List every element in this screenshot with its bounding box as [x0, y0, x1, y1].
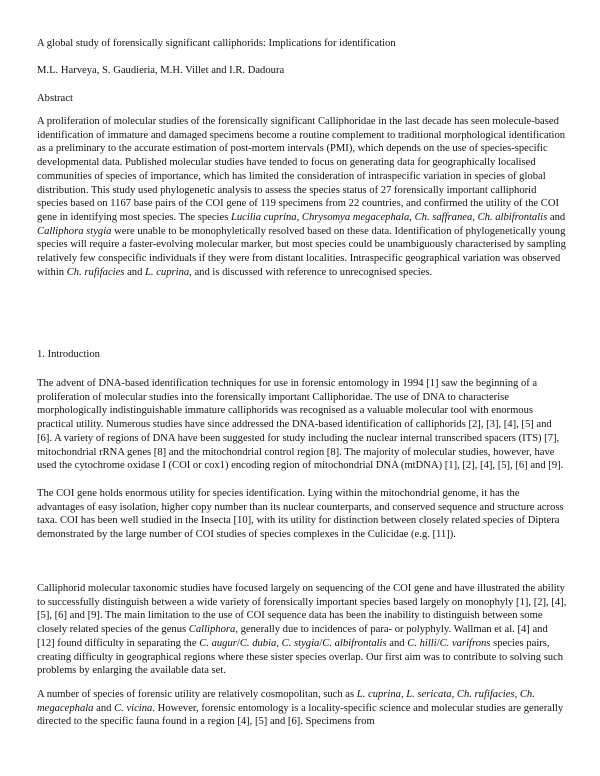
body-paragraph: The advent of DNA-based identification techniques for use in forensic entomology in 1994 [1] saw the beginning of a proliferation of molecular studies into the forensically important Calliphoridae. The use of DNA to characterise morphologically indistinguishable immature calliphorids was recognised as a valuable molecular tool with enormous practical utility. Numerous studies have since addressed the DNA-based identification of calliphorids [2], [3], [4], [5] and [6]. A variety of regions of DNA have been suggested for study including the nuclear internal transcribed spacers (ITS) [7], mitochondrial rRNA genes [8] and the mitochondrial control region [8]. The majority of molecular studies, however, have used the cytochrome oxidase I (COI or cox1) encoding region of mitochondrial DNA (mtDNA) [1], [2], [4], [5], [6] and [9].: [37, 378, 564, 472]
species-name: C. stygia: [281, 637, 320, 649]
species-name: Ch. saffranea: [414, 211, 473, 223]
species-name: Ch. rufifacies: [66, 266, 125, 278]
author-list: M.L. Harveya, S. Gaudieria, M.H. Villet and I.R. Dadoura: [37, 65, 285, 76]
body-paragraph: A number of species of forensic utility are relatively cosmopolitan, such as L. cuprina, L. sericata, Ch. rufifacies, Ch. megacephala and C. vicina. However, forensic entomology is a locality-specific science and molecular studies are generally directed to the specific fauna found in a region [4], [5] and [6]. Specimens from: [37, 689, 564, 728]
species-name: Calliphora: [188, 624, 236, 636]
species-name: Chrysomya megacephala: [301, 211, 410, 223]
body-paragraph: The COI gene holds enormous utility for species identification. Lying within the mitochondrial genome, it has the advantages of easy isolation, higher copy number than its nuclear counterparts, and conserved sequence and structure across taxa. COI has been well studied in the Insecta [10], with its utility for distinction between closely related species of Diptera demonstrated by the large number of COI studies of species complexes in the Culicidae (e.g. [11]).: [37, 488, 564, 541]
species-name: C. vicina: [114, 702, 153, 714]
paper-title: A global study of forensically significant calliphorids: Implications for identification: [37, 38, 396, 49]
species-name: C. augur: [199, 637, 237, 649]
species-name: Ch. rufifacies: [456, 689, 515, 700]
species-name: C. hilli: [407, 637, 437, 649]
species-name: C. dubia: [239, 637, 277, 649]
species-name: L. cuprina: [356, 689, 401, 700]
species-name: L. cuprina: [145, 266, 190, 278]
species-name: L. sericata: [406, 689, 452, 700]
section-heading-introduction: 1. Introduction: [37, 349, 100, 360]
species-name: C. varifrons: [439, 637, 491, 649]
abstract-paragraph: A proliferation of molecular studies of the forensically significant Calliphoridae in the last decade has seen molecule-based identification of immature and damaged specimens become a routine complement to traditional morphological identification as a preliminary to the accurate estimation of post-mortem intervals (PMI), which depends on the use of species-specific developmental data. Published molecular studies have tended to focus on generating data for geographically localised communities of species of importance, which has limited the consideration of intraspecific variation in species of global distribution. This study used phylogenetic analysis to assess the species status of 27 forensically important calliphorid species based on 1167 base pairs of the COI gene of 119 specimens from 22 countries, and confirmed the utility of the COI gene in identifying most species. The species Lucilia cuprina, Chrysomya megacephala, Ch. saffranea, Ch. albifrontalis and Calliphora stygia were unable to be monophyletically resolved based on these data. Identification of phylogenetically young species will require a faster-evolving molecular marker, but most species could be unambiguously characterised by sampling relatively few conspecific individuals if they were from distant localities. Intraspecific geographical variation was observed within Ch. rufifacies and L. cuprina, and is discussed with reference to unrecognised species.: [37, 116, 566, 278]
species-name: C. albifrontalis: [322, 637, 387, 649]
species-name: Calliphora stygia: [37, 225, 112, 237]
abstract-heading: Abstract: [37, 93, 73, 104]
body-paragraph: Calliphorid molecular taxonomic studies have focused largely on sequencing of the COI gene and have illustrated the ability to successfully distinguish between a wide variety of forensically important species based largely on monophyly [1], [2], [4], [5], [6] and [9]. The main limitation to the use of COI sequence data has been the inability to distinguish between some closely related species of the genus Calliphora, generally due to incidences of para- or polyphyly. Wallman et al. [4] and [12] found difficulty in separating the C. augur/C. dubia, C. stygia/C. albifrontalis and C. hilli/C. varifrons species pairs, creating difficulty in geographical regions where these sister species overlap. Our first aim was to contribute to solving such problems by enlarging the available data set.: [37, 583, 567, 677]
species-name: Ch. albifrontalis: [477, 211, 548, 223]
species-name: Lucilia cuprina: [230, 211, 297, 223]
species-name: Ch. megacephala: [37, 689, 535, 714]
